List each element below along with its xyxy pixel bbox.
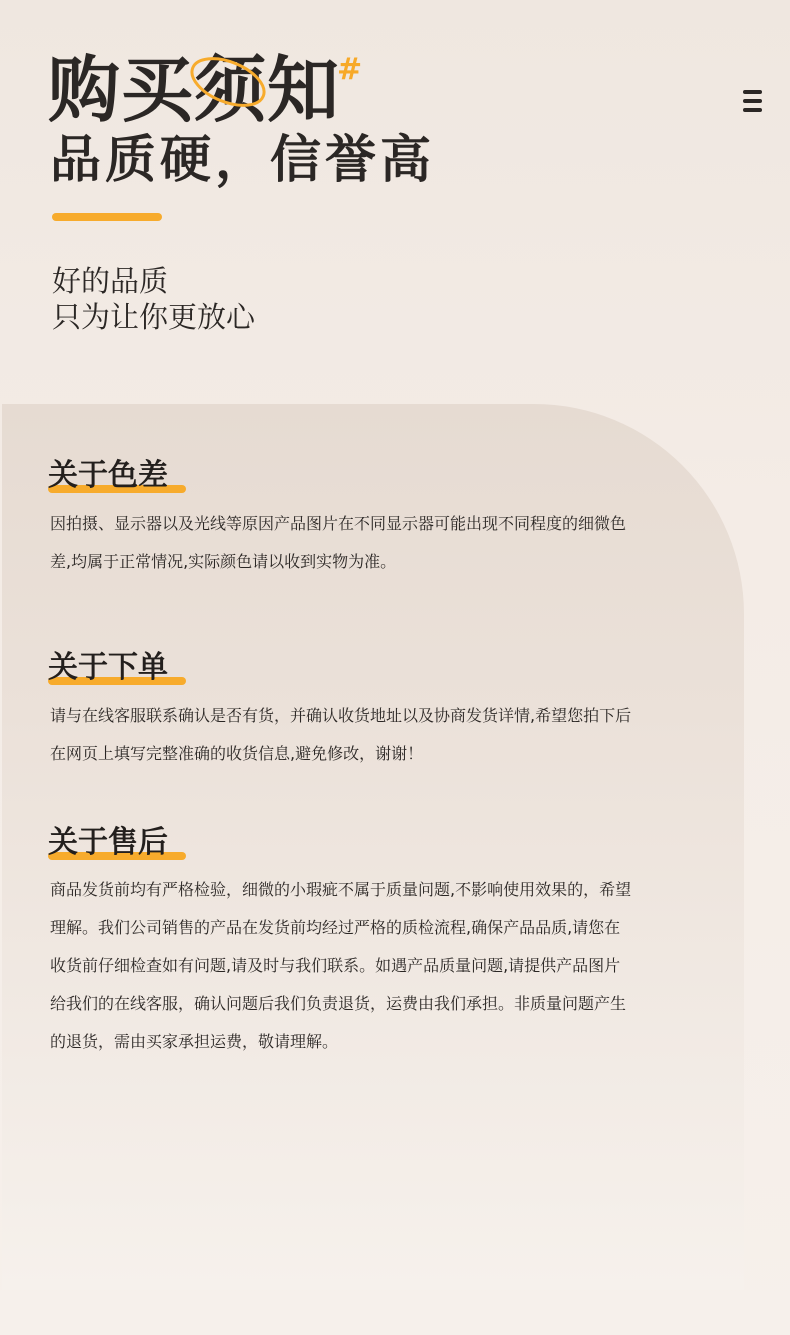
tagline-line: 只为让你更放心 <box>52 300 256 334</box>
body-line: 在网页上填写完整准确的收货信息,避免修改，谢谢！ <box>50 744 424 763</box>
tagline-line: 好的品质 <box>52 264 169 298</box>
title-char: 知 <box>267 48 341 132</box>
page-subtitle: 品质硬，信誉高 <box>50 131 436 190</box>
body-line: 差,均属于正常情况,实际颜色请以收到实物为准。 <box>50 552 397 571</box>
body-line: 理解。我们公司销售的产品在发货前均经过严格的质检流程,确保产品品质,请您在 <box>50 918 621 937</box>
section-body-color-difference <box>50 505 680 581</box>
body-line: 给我们的在线客服，确认问题后我们负责退货，运费由我们承担。非质量问题产生 <box>50 994 627 1013</box>
accent-bar <box>52 213 162 221</box>
hash-icon: # <box>337 52 363 87</box>
title-char: 购 <box>48 48 122 132</box>
body-line: 商品发货前均有严格检验，细微的小瑕疵不属于质量问题,不影响使用效果的，希望 <box>50 880 632 899</box>
body-line: 请与在线客服联系确认是否有货，并确认收货地址以及协商发货详情,希望您拍下后 <box>50 706 632 725</box>
tagline <box>52 263 255 335</box>
section-body-ordering <box>50 697 680 773</box>
title-char: 须 <box>194 48 268 132</box>
title-char: 买 <box>121 48 195 132</box>
body-line: 收货前仔细检查如有问题,请及时与我们联系。如遇产品质量问题,请提供产品图片 <box>50 956 621 975</box>
section-title-color-difference: 关于色差 <box>48 457 168 495</box>
section-body-after-sales <box>50 871 680 1061</box>
section-title-ordering: 关于下单 <box>48 649 168 687</box>
body-line: 因拍摄、显示器以及光线等原因产品图片在不同显示器可能出现不同程度的细微色 <box>50 514 627 533</box>
body-line: 的退货，需由买家承担运费，敬请理解。 <box>50 1032 339 1051</box>
hamburger-menu-icon[interactable] <box>738 86 768 116</box>
section-title-after-sales: 关于售后 <box>48 824 168 862</box>
